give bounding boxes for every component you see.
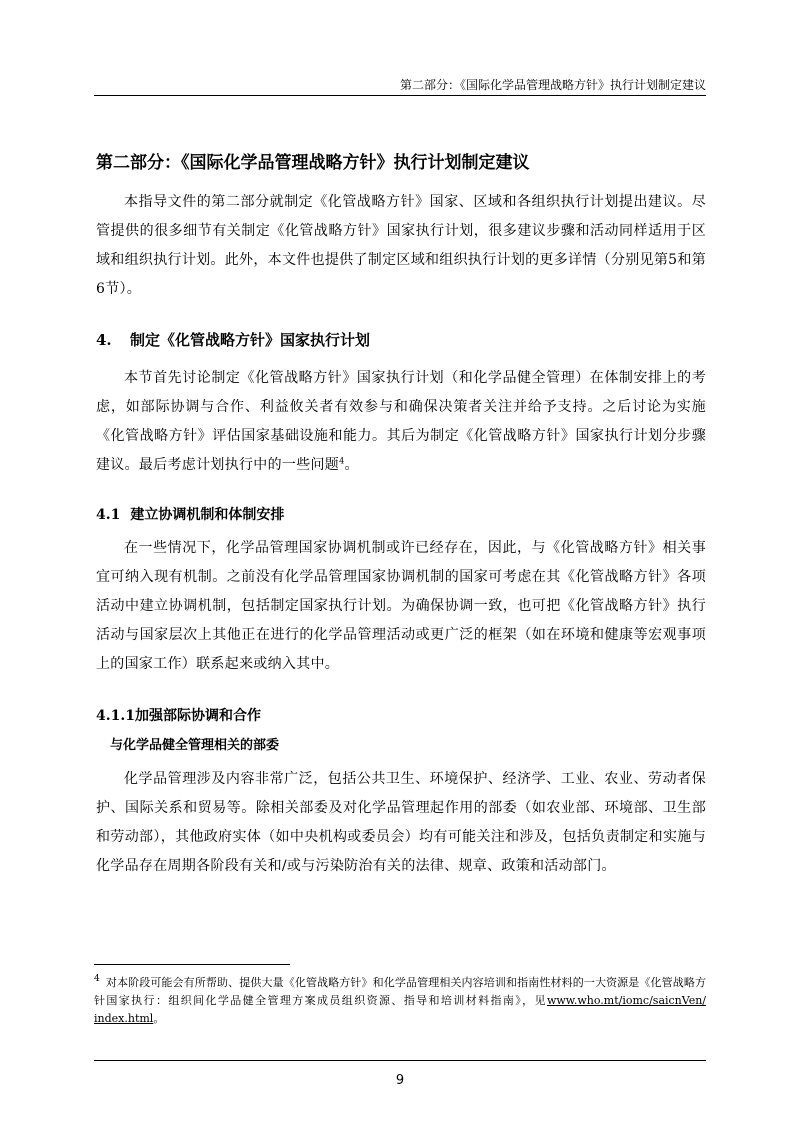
heading-4 — [96, 328, 706, 352]
footnote — [94, 970, 706, 1028]
footnote-link[interactable]: www.who.mt/iomc/saicnVen/ index.html — [94, 994, 706, 1025]
footnote-reference[interactable]: 4 — [339, 456, 345, 466]
heading-4-1 — [96, 504, 706, 526]
footnote-end: 。 — [153, 1012, 165, 1025]
page-number: 9 — [395, 1073, 405, 1088]
heading-text: 制定《化管战略方针》国家执行计划 — [130, 331, 371, 349]
heading-number: 4. — [96, 331, 112, 349]
paragraph-end: 。 — [344, 457, 359, 473]
section-title: 第二部分：《国际化学品管理战略方针》执行计划制定建议 — [96, 153, 530, 173]
subheading-ministries: 与化学品健全管理相关的部委 — [110, 738, 280, 753]
heading-text: 建立协调机制和体制安排 — [130, 507, 285, 523]
running-header: 第二部分：《国际化学品管理战略方针》执行计划制定建议 — [399, 78, 706, 92]
heading-4-1-1 — [96, 705, 706, 727]
heading-number: 4.1 — [96, 507, 121, 523]
header-divider — [94, 95, 706, 96]
section-intro-paragraph: 本指导文件的第二部分就制定《化管战略方针》国家、区域和各组织执行计划提出建议。尽管提供的很多细节有关制定《化管战略方针》国家执行计划，很多建议步骤和活动同样适用于区域和组织执行计划。此外，本文件也提供了制定区域和组织执行计划的更多详情（分别见第5和第6节）。 — [96, 194, 706, 297]
section-4-1-1-paragraph: 化学品管理涉及内容非常广泛，包括公共卫生、环境保护、经济学、工业、农业、劳动者保护、国际关系和贸易等。除相关部委及对化学品管理起作用的部委（如农业部、环境部、卫生部和劳动部），其他政府实体（如中央机构或委员会）均有可能关注和涉及，包括负责制定和实施与化学品存在周期各阶段有关和/或与污染防治有关的法律、规章、政策和活动部门。 — [96, 771, 706, 874]
footnote-text: 对本阶段可能会有所帮助、提供大量《化管战略方针》和化学品管理相关内容培训和指南性材料的一大资源是《化管战略方针国家执行：组织间化学品健全管理方案成员组织资源、指导和培训材料指南》，见 — [94, 976, 706, 1007]
paragraph-text: 本节首先讨论制定《化管战略方针》国家执行计划（和化学品健全管理）在体制安排上的考虑，如部际协调与合作、利益攸关者有效参与和确保决策者关注并给予支持。之后讨论为实施《化管战略方针》评估国家基础设施和能力。其后为制定《化管战略方针》国家执行计划分步骤建议。最后考虑计划执行中的一些问题 — [96, 370, 706, 473]
heading-number: 4.1.1 — [96, 708, 135, 724]
footnote-divider — [94, 964, 290, 965]
footer-divider — [94, 1060, 706, 1061]
heading-text: 加强部际协调和合作 — [134, 708, 261, 724]
section-4-paragraph — [96, 364, 706, 480]
footnote-number: 4 — [94, 974, 100, 984]
page-body — [96, 150, 706, 881]
section-4-1-paragraph: 在一些情况下，化学品管理国家协调机制或许已经存在，因此，与《化管战略方针》相关事宜可纳入现有机制。之前没有化学品管理国家协调机制的国家可考虑在其《化管战略方针》各项活动中建立协调机制，包括制定国家执行计划。为确保协调一致，也可把《化管战略方针》执行活动与国家层次上其他正在进行的化学品管理活动或更广泛的框架（如在环境和健康等宏观事项上的国家工作）联系起来或纳入其中。 — [96, 540, 706, 672]
